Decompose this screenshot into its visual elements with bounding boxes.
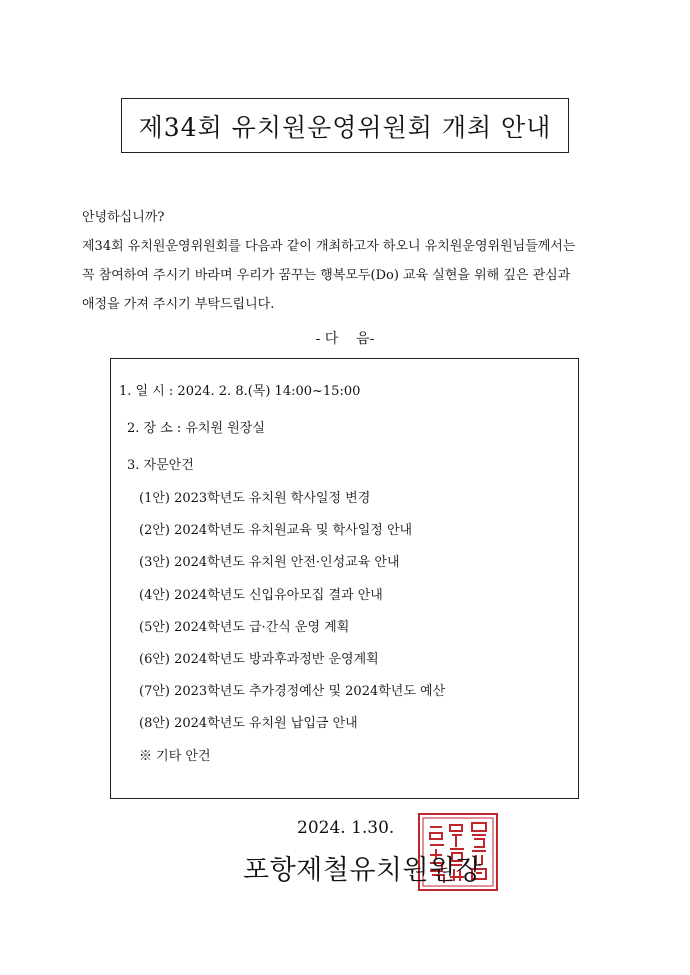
intro-line: 제34회 유치원운영위원회를 다음과 같이 개최하고자 하오니 유치원운영위원님들께서는 (82, 239, 576, 254)
document-date: 2024. 1.30. (297, 818, 395, 838)
agenda-item: (6안) 2024학년도 방과후과정반 운영계획 (139, 651, 379, 667)
agenda-item: (4안) 2024학년도 신입유아모집 결과 안내 (139, 587, 383, 603)
agenda-item: (3안) 2024학년도 유치원 안전·인성교육 안내 (139, 555, 400, 571)
document-title-box (121, 98, 569, 153)
meeting-place: 2. 장 소 : 유치원 원장실 (127, 421, 265, 436)
agenda-other: ※ 기타 안건 (139, 748, 211, 764)
agenda-item: (7안) 2023학년도 추가경정예산 및 2024학년도 예산 (139, 684, 446, 700)
meeting-datetime: 1. 일 시 : 2024. 2. 8.(목) 14:00~15:00 (119, 384, 361, 399)
intro-line: 꼭 참여하여 주시기 바라며 우리가 꿈꾸는 행복모두(Do) 교육 실현을 위해 깊은 관심과 (82, 268, 571, 283)
agenda-item: (1안) 2023학년도 유치원 학사일정 변경 (139, 491, 371, 506)
intro-paragraph (82, 203, 612, 319)
section-heading: - 다 음- (315, 331, 375, 347)
intro-line: 애정을 가져 주시기 부탁드립니다. (82, 297, 275, 312)
agenda-item: (2안) 2024학년도 유치원교육 및 학사일정 안내 (139, 523, 413, 539)
agenda-item: (8안) 2024학년도 유치원 납입금 안내 (139, 716, 358, 732)
agenda-item: (5안) 2024학년도 급·간식 운영 계획 (139, 619, 350, 635)
agenda-heading: 3. 자문안건 (127, 458, 194, 473)
document-title: 제34회 유치원운영위원회 개최 안내 (138, 112, 552, 142)
agenda-list (139, 487, 445, 777)
intro-greeting: 안녕하십니까? (82, 210, 165, 225)
signer-name: 포항제철유치원원장 (243, 855, 483, 886)
